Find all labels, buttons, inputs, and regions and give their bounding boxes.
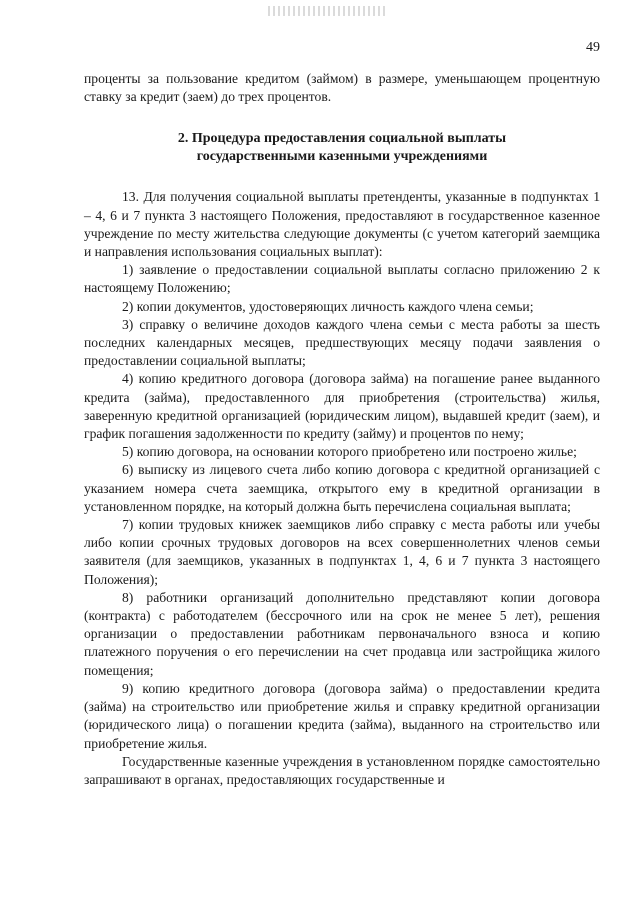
list-item-1: 1) заявление о предоставлении социальной выплаты согласно приложению 2 к настоящему Положению; xyxy=(84,262,600,296)
paragraph-13: 13. Для получения социальной выплаты претенденты, указанные в подпунктах 1 – 4, 6 и 7 пункта 3 настоящего Положения, предоставляют в государственное казенное учреждение по месту жительства следующие документы (с учетом категорий заемщика и направления использования социальных выплат): xyxy=(84,189,600,260)
page-number: 49 xyxy=(586,40,600,55)
list-item-9: 9) копию кредитного договора (договора займа) о предоставлении кредита (займа) на строительство или приобретение жилья и справку кредитной организации (юридического лица) о погашении кредита (займа), выданного на строительство или приобретение жилья. xyxy=(84,680,600,751)
section-heading-line-2: государственными казенными учреждениями xyxy=(196,149,488,165)
document-body xyxy=(84,70,600,789)
list-item-5: 5) копию договора, на основании которого приобретено или построено жилье; xyxy=(122,444,577,460)
section-heading xyxy=(84,130,600,166)
list-item-2: 2) копии документов, удостоверяющих личность каждого члена семьи; xyxy=(122,298,534,314)
section-heading-line-1: 2. Процедура предоставления социальной выплаты xyxy=(177,131,507,147)
list-item-6: 6) выписку из лицевого счета либо копию договора с кредитной организацией с указанием номера счета заемщика, открытого ему в кредитной организации в установленном порядке, на который должна быть перечислена социальная выплата; xyxy=(84,462,600,514)
list-item-4: 4) копию кредитного договора (договора займа) на погашение ранее выданного кредита (займа), предоставленного для приобретения (строительства) жилья, заверенную кредитной организацией (юридическим лицом), выдавшей кредит (заем), и график погашения задолженности по кредиту (займу) и процентов по нему; xyxy=(84,371,600,442)
list-item-3: 3) справку о величине доходов каждого члена семьи с места работы за шесть последних календарных месяцев, предшествующих месяцу подачи заявления о предоставлении социальной выплаты; xyxy=(84,316,600,369)
closing-paragraph: Государственные казенные учреждения в установленном порядке самостоятельно запрашивают в органах, предоставляющих государственные и xyxy=(84,753,600,787)
list-item-8: 8) работники организаций дополнительно представляют копии договора (контракта) с работодателем (бессрочного или на срок не менее 5 лет), решения организации о предоставлении работникам первоначального взноса и копию платежного поручения о его перечислении на счет продавца или застройщика жилого помещения; xyxy=(84,589,600,678)
list-item-7: 7) копии трудовых книжек заемщиков либо справку с места работы или учебы либо копии срочных трудовых договоров на всех совершеннолетних членов семьи заявителя (для заемщиков, указанных в подпунктах 1, 4, 6 и 7 пункта 3 настоящего Положения); xyxy=(84,517,600,587)
scan-artifact xyxy=(268,6,388,16)
intro-paragraph: проценты за пользование кредитом (займом) в размере, уменьшающем процентную ставку за кредит (заем) до трех процентов. xyxy=(84,71,600,105)
